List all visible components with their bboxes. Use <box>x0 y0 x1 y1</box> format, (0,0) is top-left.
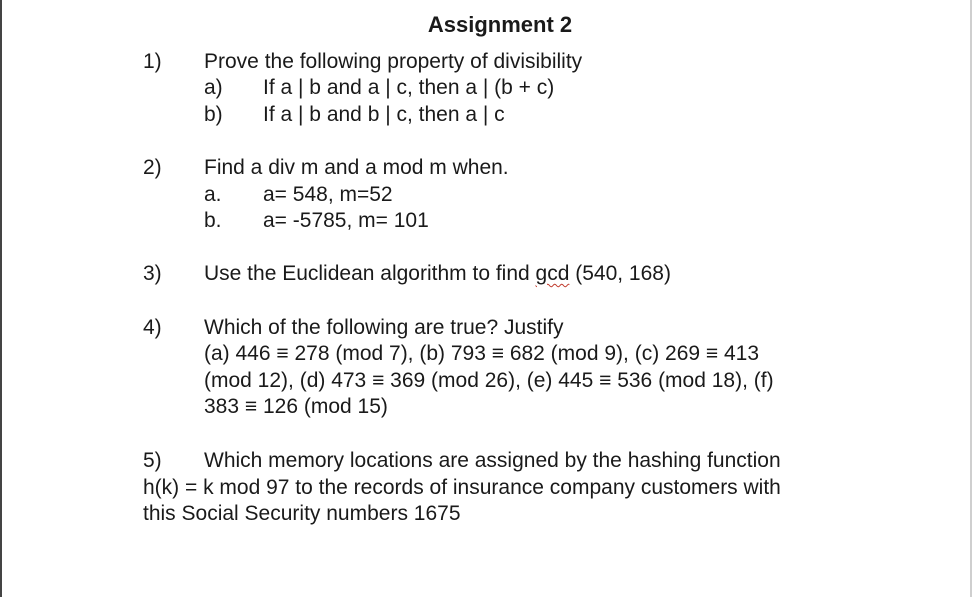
page-left-border <box>0 0 2 597</box>
q2-number: 2) <box>143 156 162 179</box>
q1-text: Prove the following property of divisibility <box>204 50 583 73</box>
page-title: Assignment 2 <box>427 12 573 37</box>
q4-line-1: Which of the following are true? Justify <box>204 316 564 339</box>
page-right-border <box>970 0 979 597</box>
q5-line-3: this Social Security numbers 1675 <box>143 502 461 525</box>
q1-a-text: If a | b and a | c, then a | (b + c) <box>263 76 555 99</box>
q1-number: 1) <box>143 50 162 73</box>
q4-line-3: (mod 12), (d) 473 ≡ 369 (mod 26), (e) 445 ≡ 536 (mod 18), (f) <box>204 369 774 392</box>
q1-b-text: If a | b and b | c, then a | c <box>263 103 505 126</box>
q3-number: 3) <box>143 262 162 285</box>
q2-b-label: b. <box>204 209 222 232</box>
q1-b-label: b) <box>204 103 223 126</box>
q4-line-4: 383 ≡ 126 (mod 15) <box>204 395 388 418</box>
spellcheck-flagged-word: gcd <box>535 262 570 285</box>
q4-line-2: (a) 446 ≡ 278 (mod 7), (b) 793 ≡ 682 (mod 9), (c) 269 ≡ 413 <box>204 342 760 365</box>
q4-number: 4) <box>143 316 162 339</box>
q1-a-label: a) <box>204 76 223 99</box>
q5-number: 5) <box>143 449 162 472</box>
q2-text: Find a div m and a mod m when. <box>204 156 509 179</box>
q2-a-label: a. <box>204 183 222 206</box>
q5-line-2: h(k) = k mod 97 to the records of insurance company customers with <box>143 476 781 499</box>
q3-text <box>204 261 671 287</box>
q2-b-text: a= -5785, m= 101 <box>263 209 429 232</box>
q3-text-post: (540, 168) <box>569 262 671 285</box>
q3-text-pre: Use the Euclidean algorithm to find <box>204 262 536 285</box>
q5-line-1: Which memory locations are assigned by the hashing function <box>204 449 781 472</box>
q2-a-text: a= 548, m=52 <box>263 183 393 206</box>
